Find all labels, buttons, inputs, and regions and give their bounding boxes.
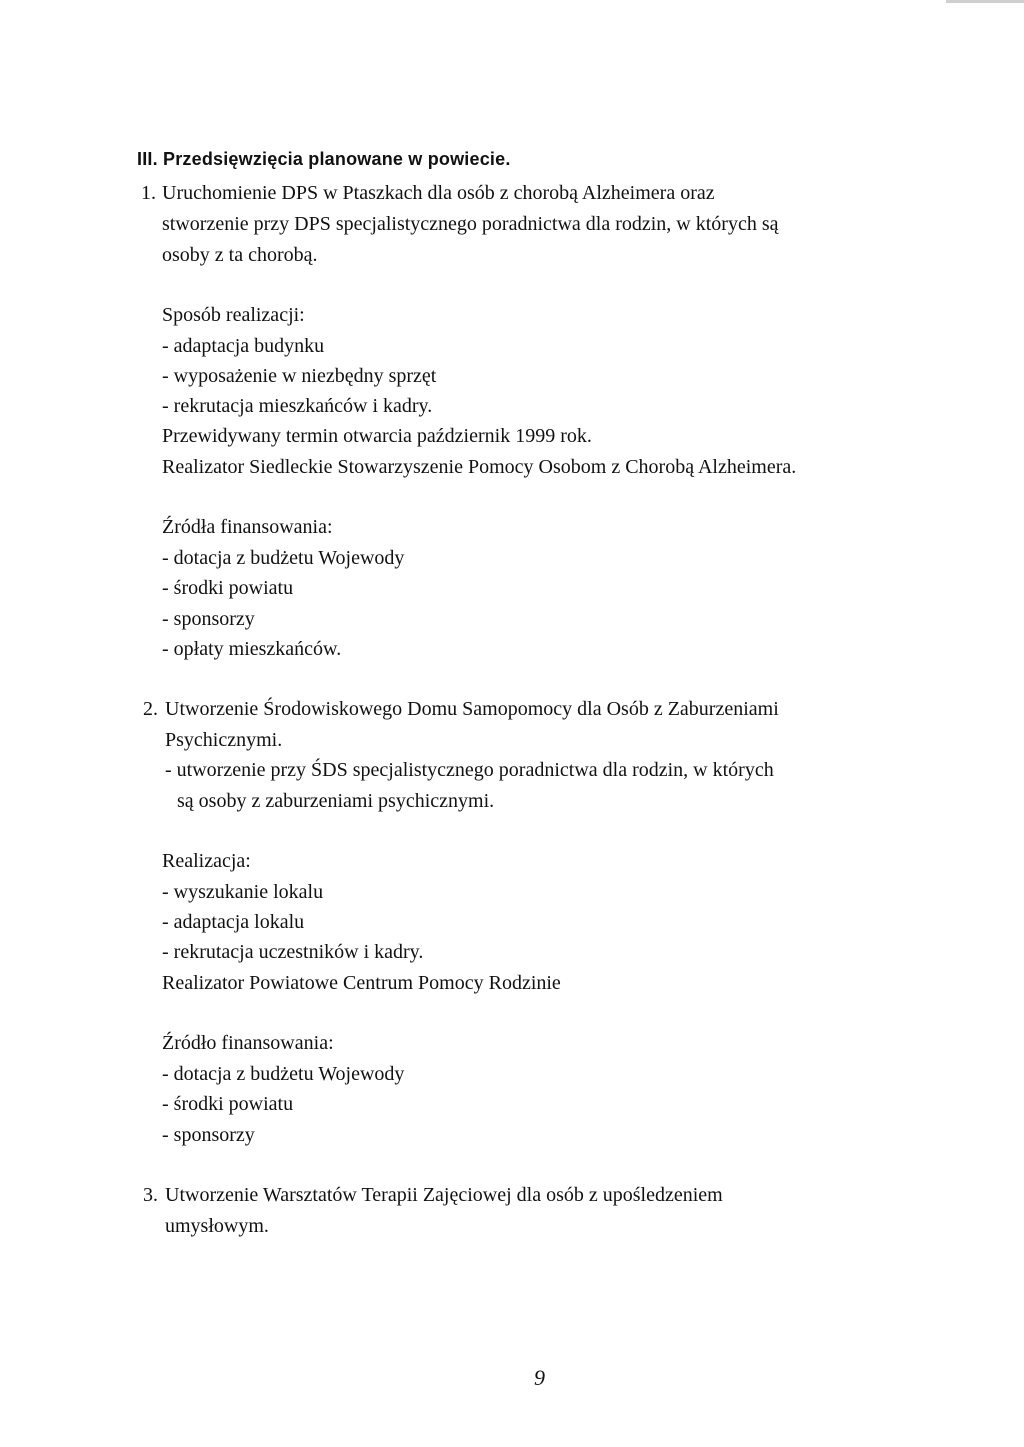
item-1-method-item: - rekrutacja mieszkańców i kadry. [162, 395, 433, 417]
item-1-method-item: - adaptacja budynku [162, 335, 325, 357]
item-2-line-2: Psychicznymi. [165, 729, 283, 751]
item-1-line-1: Uruchomienie DPS w Ptaszkach dla osób z chorobą Alzheimera oraz [162, 182, 715, 204]
item-2-realization-label: Realizacja: [162, 850, 251, 872]
item-2-funding-item: - środki powiatu [162, 1093, 294, 1115]
item-1-line-2: stworzenie przy DPS specjalistycznego poradnictwa dla rodzin, w których są [162, 213, 779, 235]
item-1-method-item: - wyposażenie w niezbędny sprzęt [162, 365, 437, 387]
item-3-line-2: umysłowym. [165, 1215, 269, 1237]
item-2-realization-item: - adaptacja lokalu [162, 911, 305, 933]
item-2-line-1: Utworzenie Środowiskowego Domu Samopomocy dla Osób z Zaburzeniami [165, 698, 779, 720]
item-3-line-1: Utworzenie Warsztatów Terapii Zajęciowej dla osób z upośledzeniem [165, 1184, 723, 1206]
item-1-funding-label: Źródła finansowania: [162, 516, 333, 538]
item-2-funding-item: - dotacja z budżetu Wojewody [162, 1063, 405, 1085]
section-heading: III. Przedsięwzięcia planowane w powiecie. [137, 149, 511, 169]
item-2-funding-label: Źródło finansowania: [162, 1032, 334, 1054]
item-2-funding-item: - sponsorzy [162, 1124, 255, 1146]
item-1-funding-item: - dotacja z budżetu Wojewody [162, 547, 405, 569]
item-1-funding-item: - sponsorzy [162, 608, 255, 630]
item-1-funding-item: - opłaty mieszkańców. [162, 638, 342, 660]
item-2-sub-line-1: - utworzenie przy ŚDS specjalistycznego poradnictwa dla rodzin, w których [165, 759, 774, 781]
top-edge-mark [946, 0, 1024, 3]
item-1-funding-item: - środki powiatu [162, 577, 294, 599]
page-number: 9 [534, 1365, 545, 1390]
item-1-implementer: Realizator Siedleckie Stowarzyszenie Pomocy Osobom z Chorobą Alzheimera. [162, 456, 797, 478]
item-2-sub-line-2: są osoby z zaburzeniami psychicznymi. [177, 790, 495, 812]
item-2-implementer: Realizator Powiatowe Centrum Pomocy Rodzinie [162, 972, 561, 994]
item-1-line-3: osoby z ta chorobą. [162, 244, 318, 266]
item-3-number: 3. [143, 1184, 158, 1206]
item-2-realization-item: - wyszukanie lokalu [162, 881, 324, 903]
item-1-number: 1. [141, 182, 156, 204]
item-1-method-label: Sposób realizacji: [162, 304, 305, 326]
item-2-number: 2. [143, 698, 158, 720]
item-1-term: Przewidywany termin otwarcia październik 1999 rok. [162, 425, 592, 447]
item-2-realization-item: - rekrutacja uczestników i kadry. [162, 941, 424, 963]
